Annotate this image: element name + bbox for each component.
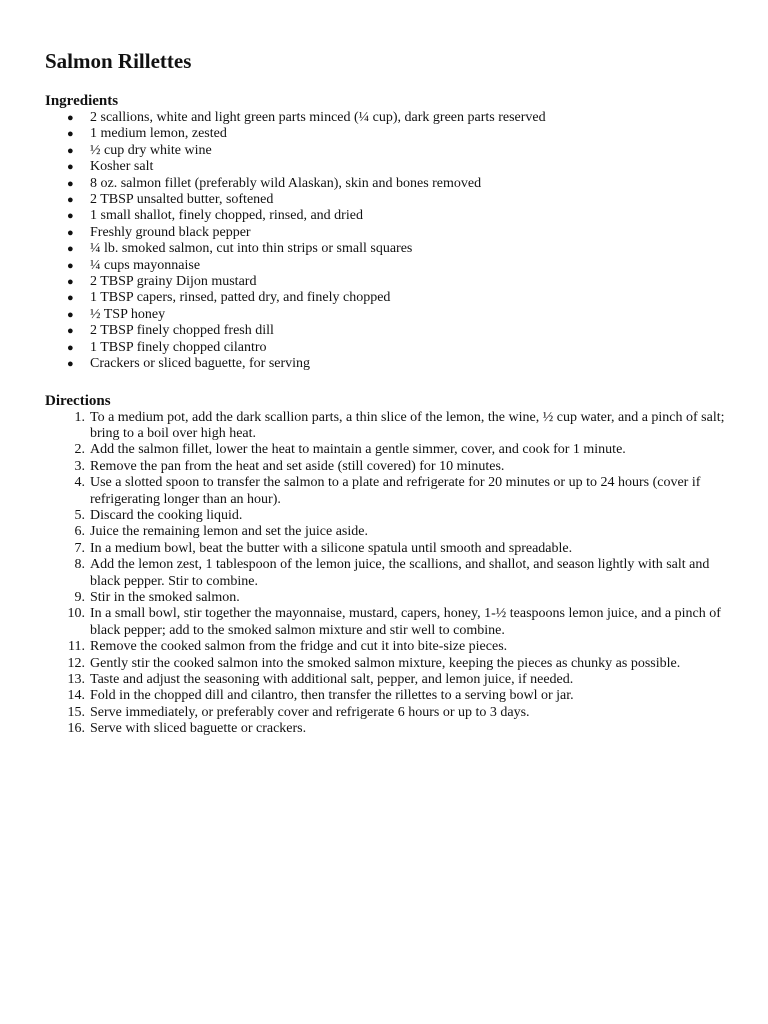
step-text: Add the salmon fillet, lower the heat to maintain a gentle simmer, cover, and cook for 1 minute. xyxy=(90,442,626,458)
step-number: 12. xyxy=(67,655,85,671)
ingredient-item xyxy=(45,143,725,159)
ingredient-item xyxy=(45,258,725,274)
ingredient-item xyxy=(45,290,725,306)
step-number: 8. xyxy=(74,557,85,573)
bullet-icon: ● xyxy=(67,144,74,157)
ingredient-item xyxy=(45,356,725,372)
step-text: Serve immediately, or preferably cover and refrigerate 6 hours or up to 3 days. xyxy=(90,704,530,720)
direction-step xyxy=(45,410,725,443)
ingredient-item xyxy=(45,159,725,175)
ingredient-item xyxy=(45,241,725,257)
step-text: Stir in the smoked salmon. xyxy=(90,589,240,605)
step-text: Add the lemon zest, 1 tablespoon of the lemon juice, the scallions, and shallot, and season lightly with salt and black pepper. Stir to combine. xyxy=(90,557,710,589)
ingredient-text: 2 TBSP grainy Dijon mustard xyxy=(90,274,257,290)
bullet-icon: ● xyxy=(67,292,74,305)
direction-step xyxy=(45,639,725,655)
step-number: 3. xyxy=(74,458,85,474)
step-number: 16. xyxy=(67,721,85,737)
direction-step xyxy=(45,590,725,606)
step-number: 9. xyxy=(74,589,85,605)
bullet-icon: ● xyxy=(67,112,74,124)
ingredient-text: 2 TBSP unsalted butter, softened xyxy=(90,192,274,208)
step-number: 2. xyxy=(74,442,85,458)
ingredient-text: 1 TBSP capers, rinsed, patted dry, and finely chopped xyxy=(90,290,391,306)
step-text: Remove the pan from the heat and set aside (still covered) for 10 minutes. xyxy=(90,458,505,474)
ingredient-text: 8 oz. salmon fillet (preferably wild Alaskan), skin and bones removed xyxy=(90,175,482,191)
bullet-icon: ● xyxy=(67,210,74,223)
directions-heading: Directions xyxy=(45,392,111,409)
direction-step xyxy=(45,672,725,688)
direction-step xyxy=(45,459,725,475)
document-page xyxy=(45,47,725,738)
step-text: Juice the remaining lemon and set the juice aside. xyxy=(90,524,368,540)
step-text: Fold in the chopped dill and cilantro, then transfer the rillettes to a serving bowl or jar. xyxy=(90,688,574,704)
bullet-icon: ● xyxy=(67,259,74,272)
step-number: 10. xyxy=(67,606,85,622)
ingredient-text: Kosher salt xyxy=(90,159,154,175)
bullet-icon: ● xyxy=(67,276,74,289)
ingredient-text: ½ cup dry white wine xyxy=(90,142,212,158)
page-title: Salmon Rillettes xyxy=(45,49,192,73)
direction-step xyxy=(45,475,725,508)
step-text: Discard the cooking liquid. xyxy=(90,507,243,523)
direction-step xyxy=(45,721,725,737)
ingredient-text: 2 scallions, white and light green parts minced (¼ cup), dark green parts reserved xyxy=(90,110,546,125)
step-text: Use a slotted spoon to transfer the salmon to a plate and refrigerate for 20 minutes or up to 24 hours (cover if refrigerating longer than an hour). xyxy=(90,475,701,507)
bullet-icon: ● xyxy=(67,226,74,239)
step-text: Serve with sliced baguette or crackers. xyxy=(90,721,307,737)
step-text: Taste and adjust the seasoning with additional salt, pepper, and lemon juice, if needed. xyxy=(90,672,574,687)
bullet-icon: ● xyxy=(67,161,74,174)
bullet-icon: ● xyxy=(67,128,74,141)
ingredient-item xyxy=(45,274,725,290)
ingredient-item xyxy=(45,192,725,208)
directions-list xyxy=(45,410,725,738)
step-text: Remove the cooked salmon from the fridge and cut it into bite-size pieces. xyxy=(90,639,508,655)
step-number: 4. xyxy=(74,475,85,491)
direction-step xyxy=(45,508,725,524)
ingredient-text: 2 TBSP finely chopped fresh dill xyxy=(90,323,274,339)
ingredient-item xyxy=(45,110,725,126)
ingredient-text: 1 small shallot, finely chopped, rinsed, and dried xyxy=(90,208,363,224)
step-number: 13. xyxy=(67,672,85,687)
bullet-icon: ● xyxy=(67,341,74,354)
step-text: In a small bowl, stir together the mayonnaise, mustard, capers, honey, 1-½ teaspoons lemon juice, and a pinch of black pepper; add to the smoked salmon mixture and stir well to combine. xyxy=(90,606,721,638)
step-text: In a medium bowl, beat the butter with a silicone spatula until smooth and spreadable. xyxy=(90,540,573,556)
direction-step xyxy=(45,688,725,704)
ingredient-item xyxy=(45,323,725,339)
bullet-icon: ● xyxy=(67,194,74,207)
ingredient-item xyxy=(45,307,725,323)
ingredient-text: ¼ lb. smoked salmon, cut into thin strips or small squares xyxy=(90,241,413,257)
direction-step xyxy=(45,557,725,590)
ingredient-item xyxy=(45,225,725,241)
ingredients-list xyxy=(45,110,725,373)
direction-step xyxy=(45,524,725,540)
bullet-icon: ● xyxy=(67,243,74,256)
ingredient-text: Crackers or sliced baguette, for serving xyxy=(90,356,311,372)
ingredient-item xyxy=(45,208,725,224)
step-number: 5. xyxy=(74,507,85,523)
ingredient-text: 1 medium lemon, zested xyxy=(90,126,227,142)
step-number: 1. xyxy=(74,409,85,425)
ingredient-item xyxy=(45,126,725,142)
step-number: 7. xyxy=(74,540,85,556)
bullet-icon: ● xyxy=(67,358,74,371)
direction-step xyxy=(45,656,725,672)
ingredient-text: ½ TSP honey xyxy=(90,306,166,322)
ingredient-text: 1 TBSP finely chopped cilantro xyxy=(90,339,267,355)
bullet-icon: ● xyxy=(67,325,74,338)
ingredient-item xyxy=(45,176,725,192)
ingredients-heading: Ingredients xyxy=(45,93,119,109)
step-number: 11. xyxy=(68,639,85,655)
step-number: 15. xyxy=(67,704,85,720)
direction-step xyxy=(45,606,725,639)
direction-step xyxy=(45,705,725,721)
direction-step xyxy=(45,442,725,458)
bullet-icon: ● xyxy=(67,308,74,321)
ingredient-text: ¼ cups mayonnaise xyxy=(90,257,201,273)
ingredient-item xyxy=(45,340,725,356)
ingredient-text: Freshly ground black pepper xyxy=(90,224,251,240)
step-number: 6. xyxy=(74,524,85,540)
direction-step xyxy=(45,541,725,557)
bullet-icon: ● xyxy=(67,177,74,190)
step-text: Gently stir the cooked salmon into the smoked salmon mixture, keeping the pieces as chunky as possible. xyxy=(90,655,681,671)
step-text: To a medium pot, add the dark scallion parts, a thin slice of the lemon, the wine, ½ cup water, and a pinch of salt; bring to a boil over high heat. xyxy=(90,409,725,441)
step-number: 14. xyxy=(67,688,85,704)
